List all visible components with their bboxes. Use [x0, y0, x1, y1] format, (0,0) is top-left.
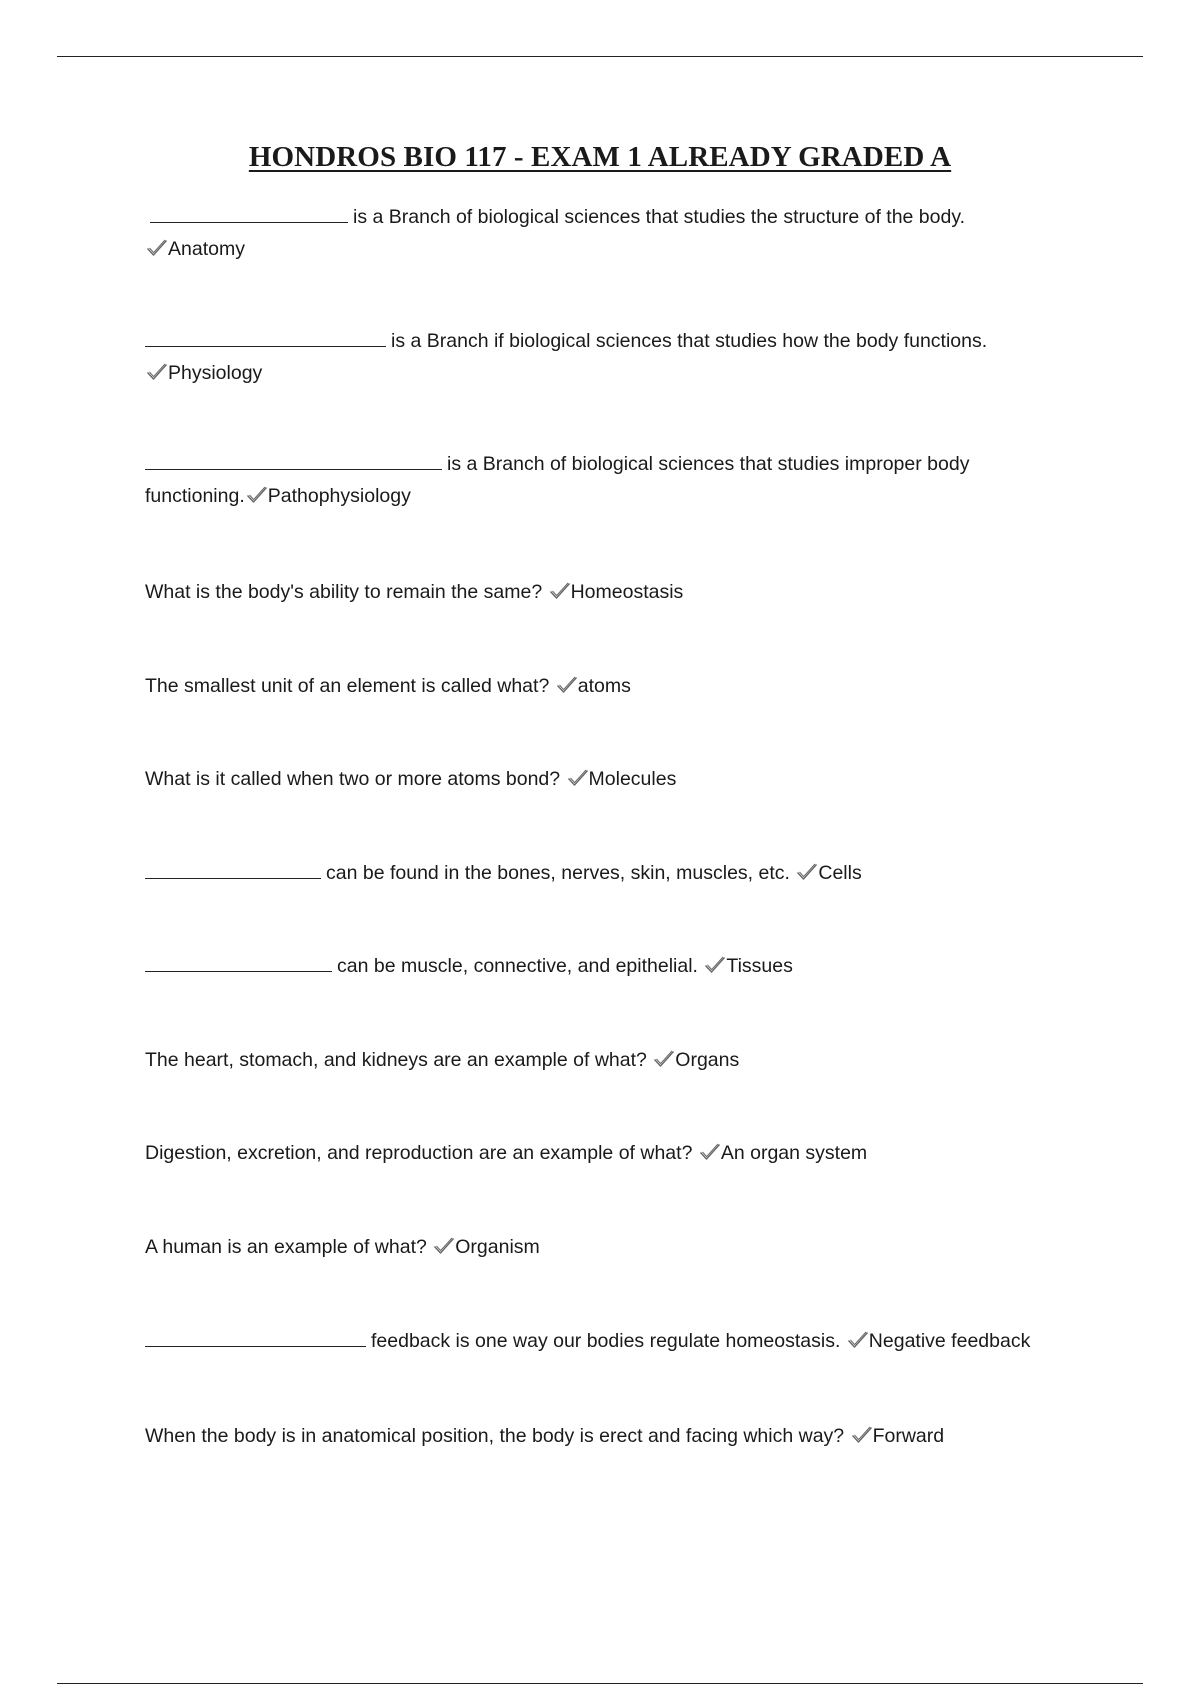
answer-text: Molecules	[588, 768, 677, 790]
question-text: feedback is one way our bodies regulate homeostasis.	[371, 1330, 841, 1352]
answer-text: Organism	[455, 1236, 540, 1258]
question-item	[145, 576, 1075, 608]
checkmark-icon	[567, 768, 589, 788]
document-title: HONDROS BIO 117 - EXAM 1 ALREADY GRADED A	[248, 141, 952, 173]
answer-text: Cells	[818, 862, 862, 884]
answer-text: atoms	[577, 675, 631, 697]
answer-text: Physiology	[168, 362, 263, 384]
answer-blank	[145, 1328, 366, 1347]
answer-text: Pathophysiology	[267, 485, 411, 507]
checkmark-icon	[556, 675, 578, 695]
question-text: is a Branch of biological sciences that studies improper body functioning.	[145, 453, 970, 507]
answer-blank	[150, 204, 348, 223]
question-item	[145, 1231, 1075, 1263]
answer-blank	[145, 860, 321, 879]
checkmark-icon	[851, 1425, 873, 1445]
question-text: When the body is in anatomical position, the body is erect and facing which way?	[145, 1425, 845, 1447]
checkmark-icon	[699, 1142, 721, 1162]
question-text: What is the body's ability to remain the same?	[145, 581, 543, 603]
question-text: Digestion, excretion, and reproduction are an example of what?	[145, 1142, 693, 1164]
answer-text: Anatomy	[168, 238, 245, 260]
checkmark-icon	[549, 581, 571, 601]
top-rule	[57, 56, 1143, 57]
checkmark-icon	[433, 1236, 455, 1256]
question-text: A human is an example of what?	[145, 1236, 427, 1258]
question-item	[145, 1044, 1075, 1076]
answer-text: Negative feedback	[868, 1330, 1031, 1352]
question-text: is a Branch of biological sciences that studies the structure of the body.	[353, 206, 966, 228]
answer-text: Homeostasis	[570, 581, 684, 603]
checkmark-icon	[847, 1330, 869, 1350]
answer-text: Tissues	[726, 955, 793, 977]
checkmark-icon	[146, 362, 168, 382]
question-item	[145, 1137, 1075, 1169]
answer-text: An organ system	[720, 1142, 868, 1164]
question-text: What is it called when two or more atoms bond?	[145, 768, 561, 790]
checkmark-icon	[796, 862, 818, 882]
question-item	[145, 950, 1075, 982]
question-item	[145, 857, 1075, 889]
question-item	[145, 1420, 1075, 1452]
question-text: is a Branch if biological sciences that studies how the body functions.	[391, 330, 988, 352]
question-item	[145, 670, 1075, 702]
checkmark-icon	[704, 955, 726, 975]
question-item	[145, 1325, 1095, 1357]
question-item	[145, 763, 1075, 795]
answer-blank	[145, 953, 332, 972]
question-text: can be found in the bones, nerves, skin, muscles, etc.	[326, 862, 790, 884]
question-text: The heart, stomach, and kidneys are an example of what?	[145, 1049, 647, 1071]
answer-text: Organs	[675, 1049, 740, 1071]
answer-text: Forward	[872, 1425, 945, 1447]
question-item	[145, 448, 1025, 512]
checkmark-icon	[246, 485, 268, 505]
question-text: can be muscle, connective, and epithelial.	[337, 955, 698, 977]
question-text: The smallest unit of an element is called what?	[145, 675, 550, 697]
checkmark-icon	[653, 1049, 675, 1069]
answer-blank	[145, 328, 386, 347]
question-item	[145, 201, 1075, 265]
bottom-rule	[57, 1683, 1143, 1684]
answer-blank	[145, 451, 442, 470]
question-item	[145, 325, 1075, 389]
checkmark-icon	[146, 238, 168, 258]
